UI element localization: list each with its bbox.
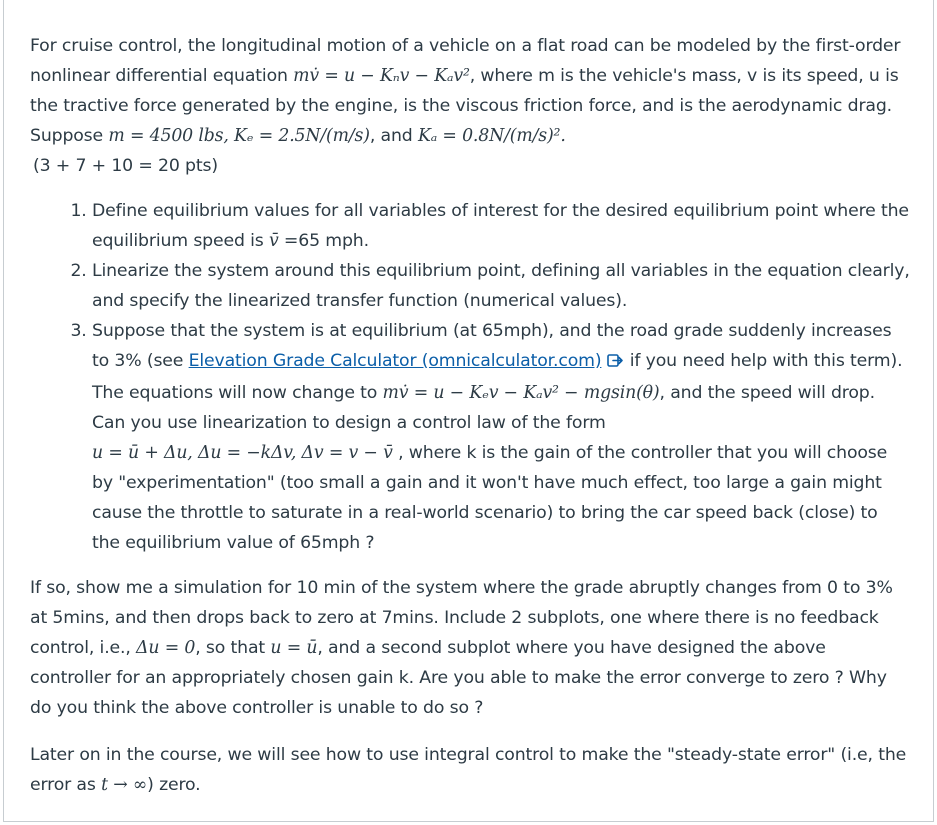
integral-control-paragraph: Later on in the course, we will see how to use integral control to make the "steady-state error" (i.e, the error as t → ∞) zero. [30,745,907,795]
question-list [30,196,910,558]
elevation-grade-link[interactable]: Elevation Grade Calculator (omnicalculator.com) [188,351,602,371]
motion-equation: mv̇ = u − Kₙv − Kₐv² [293,66,470,86]
question-item-2: 2. Linearize the system around this equilibrium point, defining all variables in the equation clearly, and specify the linearized transfer function (numerical values). [92,256,910,316]
open-loop-input: u = ū [270,638,318,658]
intro-text-b: , where m is the vehicle's mass, v is its speed, u is the tractive force generated by the engine, is the viscous friction force, and is the aerodynamic drag. Suppose [30,66,899,146]
intro-text-a: For cruise control, the longitudinal motion of a vehicle on a flat road can be modeled by the first-order nonlinear differential equation [30,36,901,86]
intro-text-c: , and [369,126,418,146]
simulation-paragraph: If so, show me a simulation for 10 min of the system where the grade abruptly changes from 0 to 3% at 5mins, and then drops back to zero at 7mins. Include 2 subplots, one where there is no feedback control, i.e., Δu = 0, so that u = ū, and a second subplot where you have designed the above controller for an appropriately chosen gain k. Are you able to make the error converge to zero ? Why do you think the above controller is unable to do so ? [30,578,893,718]
equilibrium-speed-symbol: v̄ [268,231,279,251]
external-link-icon[interactable] [607,348,624,378]
time-limit-expression: t → ∞ [101,775,148,795]
points-breakdown: (3 + 7 + 10 = 20 pts) [33,156,218,176]
question-content [30,31,910,800]
question-item-1: 1. Define equilibrium values for all variables of interest for the desired equilibrium point where the equilibrium speed is v̄ =65 mph. [92,196,910,256]
drag-coefficient: Kₐ = 0.8N/(m/s)². [417,126,566,146]
question-item-3: 3. Suppose that the system is at equilibrium (at 65mph), and the road grade suddenly increases to 3% (see Elevation Grade Calculator (omnicalculator.com) if you need help with this term). The equations will now change to mv̇ = u − Kₑv − Kₐv² − mgsin(θ), and the speed will drop. Can you use linearization to design a control law of the form u = ū + Δu, Δu = −kΔv, Δv = v − v̄ , where k is the gain of the controller that you will choose by "experimentation" (too small a gain and it won't have much effect, too large a gain might cause the throttle to saturate in a real-world scenario) to bring the car speed back (close) to the equilibrium value of 65mph ? [92,316,910,558]
no-feedback-equation: Δu = 0 [136,638,196,658]
intro-paragraph [30,31,910,181]
grade-equation: mv̇ = u − Kₑv − Kₐv² − mgsin(θ) [382,383,660,403]
control-law: u = ū + Δu, Δu = −kΔv, Δv = v − v̄ [92,443,393,463]
parameter-values: m = 4500 lbs, Kₑ = 2.5N/(m/s) [108,126,370,146]
